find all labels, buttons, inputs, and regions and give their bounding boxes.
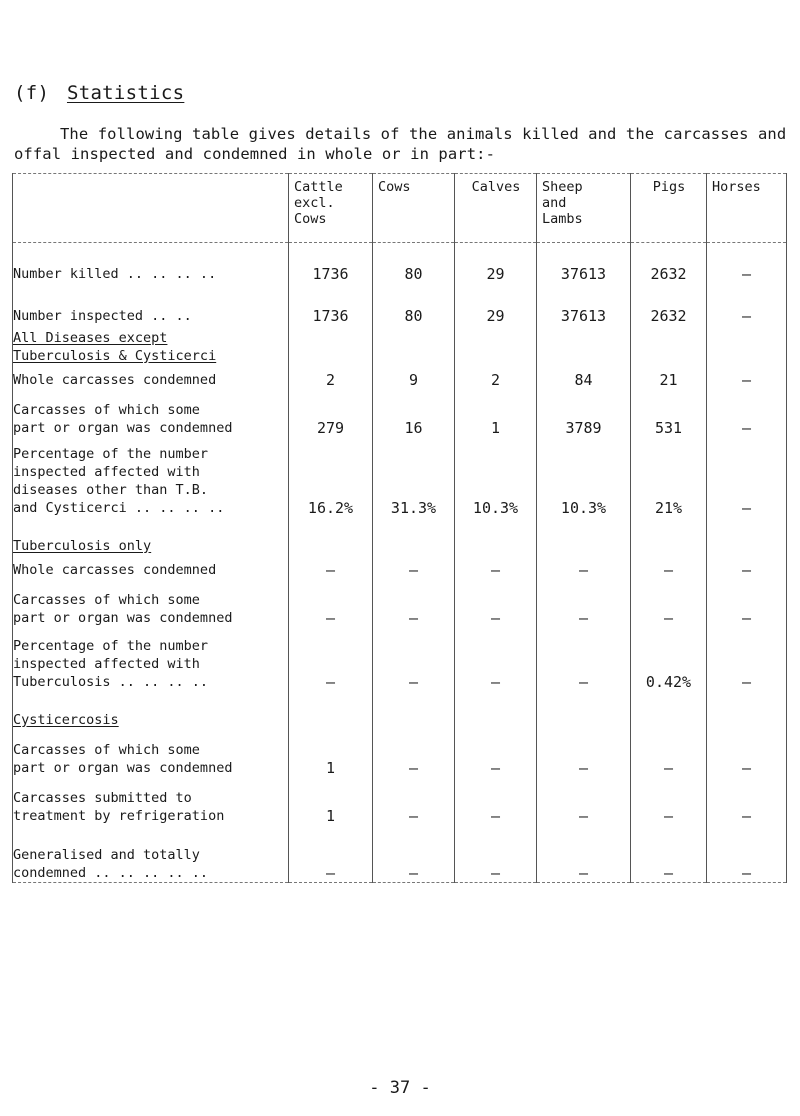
cell-pigs: 21 (631, 365, 707, 389)
cell-calves: 1 (455, 389, 537, 437)
cell-calves: – (455, 627, 537, 691)
cell-pigs: 0.42% (631, 627, 707, 691)
row-label-line: Tuberculosis & Cysticerci (13, 347, 217, 364)
row-label-line: Carcasses of which some (13, 591, 200, 608)
column-header-line: Pigs (652, 179, 686, 195)
row-label (13, 243, 289, 283)
cell-calves: – (455, 579, 537, 627)
cell-calves: 2 (455, 365, 537, 389)
cell-pigs: 21% (631, 437, 707, 517)
row-label-line: inspected affected with (13, 655, 200, 672)
cell-cows: – (373, 555, 455, 579)
cell-calves: – (455, 825, 537, 883)
cell-cattle (289, 691, 373, 729)
row-label (13, 777, 289, 825)
table-row (13, 389, 787, 437)
row-label (13, 825, 289, 883)
cell-sheep: – (537, 825, 631, 883)
row-label-line: Whole carcasses condemned (13, 561, 217, 578)
row-label-line: Whole carcasses condemned (13, 371, 217, 388)
row-label-line: Generalised and totally (13, 847, 200, 863)
cell-calves (455, 325, 537, 365)
cell-pigs: 2632 (631, 283, 707, 325)
cell-pigs: – (631, 825, 707, 883)
cell-cattle: 1 (289, 777, 373, 825)
cell-cattle: 1 (289, 729, 373, 777)
cell-cattle: 2 (289, 365, 373, 389)
section-label (13, 691, 289, 729)
cell-cows: 80 (373, 283, 455, 325)
cell-cattle: – (289, 555, 373, 579)
row-label (13, 365, 289, 389)
cell-calves: 29 (455, 283, 537, 325)
table-body (13, 243, 787, 883)
cell-cows: 16 (373, 389, 455, 437)
statistics-table (12, 173, 787, 883)
cell-horses: – (707, 437, 787, 517)
cell-cows: – (373, 825, 455, 883)
cell-pigs (631, 325, 707, 365)
column-header-line: Cows (378, 179, 411, 195)
cell-calves: – (455, 777, 537, 825)
cell-horses: – (707, 389, 787, 437)
cell-cattle: 1736 (289, 283, 373, 325)
cell-pigs (631, 517, 707, 555)
header-label-cell (13, 174, 289, 243)
cell-sheep: – (537, 777, 631, 825)
cell-sheep: 37613 (537, 283, 631, 325)
cell-sheep: – (537, 555, 631, 579)
cell-sheep: – (537, 579, 631, 627)
cell-calves (455, 517, 537, 555)
table-row (13, 365, 787, 389)
column-header-horses (707, 174, 787, 243)
cell-sheep (537, 691, 631, 729)
row-label-line: All Diseases except (13, 329, 168, 346)
cell-cows: 80 (373, 243, 455, 283)
cell-calves: – (455, 555, 537, 579)
cell-pigs (631, 691, 707, 729)
cell-sheep (537, 517, 631, 555)
cell-pigs: – (631, 777, 707, 825)
row-label-line: inspected affected with (13, 463, 200, 480)
row-label-line: condemned .. .. .. .. .. (13, 865, 209, 881)
row-label (13, 555, 289, 579)
table-row (13, 729, 787, 777)
row-label-line: Carcasses of which some (13, 741, 200, 758)
table-row (13, 777, 787, 825)
cell-calves: 29 (455, 243, 537, 283)
cell-horses (707, 325, 787, 365)
row-label-line: treatment by refrigeration (13, 807, 225, 824)
cell-pigs: – (631, 555, 707, 579)
cell-horses: – (707, 729, 787, 777)
column-header-calves (455, 174, 537, 243)
table-section-row (13, 325, 787, 365)
row-label (13, 389, 289, 437)
section-number: (f) (14, 82, 50, 104)
cell-cows: – (373, 627, 455, 691)
row-label (13, 579, 289, 627)
cell-pigs: – (631, 729, 707, 777)
row-label-line: part or organ was condemned (13, 609, 233, 626)
cell-cows: – (373, 777, 455, 825)
cell-cattle (289, 325, 373, 365)
cell-horses: – (707, 777, 787, 825)
row-label-line: Percentage of the number (13, 445, 209, 462)
cell-horses: – (707, 555, 787, 579)
section-heading (14, 82, 184, 104)
table-row (13, 283, 787, 325)
column-header-line: Lambs (542, 211, 583, 227)
cell-horses: – (707, 365, 787, 389)
column-header-line: Cattle (294, 179, 343, 195)
row-label-line: Number killed .. .. .. .. (13, 265, 217, 282)
cell-sheep: 3789 (537, 389, 631, 437)
section-title: Statistics (66, 82, 185, 104)
cell-cows (373, 517, 455, 555)
column-header-line: Horses (712, 179, 761, 195)
row-label-line: Cysticercosis (13, 711, 119, 728)
cell-cows (373, 325, 455, 365)
table-row (13, 579, 787, 627)
cell-pigs: 2632 (631, 243, 707, 283)
row-label-line: part or organ was condemned (13, 419, 233, 436)
cell-cattle: – (289, 579, 373, 627)
table-section-row (13, 517, 787, 555)
cell-pigs: 531 (631, 389, 707, 437)
column-header-cattle (289, 174, 373, 243)
column-header-line: Sheep (542, 179, 583, 195)
table-header-row (13, 174, 787, 243)
row-label (13, 283, 289, 325)
row-label-line: Carcasses of which some (13, 401, 200, 418)
cell-calves (455, 691, 537, 729)
cell-cattle: – (289, 825, 373, 883)
cell-horses: – (707, 627, 787, 691)
cell-cattle: 1736 (289, 243, 373, 283)
row-label-line: Number inspected .. .. (13, 307, 192, 324)
cell-horses: – (707, 825, 787, 883)
cell-cattle: – (289, 627, 373, 691)
cell-cows: 9 (373, 365, 455, 389)
cell-cows (373, 691, 455, 729)
column-header-sheep (537, 174, 631, 243)
table-row (13, 555, 787, 579)
row-label (13, 627, 289, 691)
row-label (13, 729, 289, 777)
row-label-line: part or organ was condemned (13, 759, 233, 776)
cell-sheep: – (537, 627, 631, 691)
cell-pigs: – (631, 579, 707, 627)
column-header-line: Calves (471, 179, 521, 195)
page-number: - 37 - (369, 1078, 431, 1098)
table-row (13, 243, 787, 283)
cell-cows: 31.3% (373, 437, 455, 517)
intro-paragraph (14, 124, 794, 164)
cell-horses: – (707, 579, 787, 627)
table-row (13, 825, 787, 883)
column-header-line: and (542, 195, 567, 211)
row-label-line: diseases other than T.B. (13, 481, 209, 498)
cell-sheep (537, 325, 631, 365)
row-label-line: and Cysticerci .. .. .. .. (13, 499, 225, 516)
table-row (13, 437, 787, 517)
cell-cows: – (373, 579, 455, 627)
row-label-line: Tuberculosis only (13, 537, 152, 554)
column-header-line: excl. (294, 195, 335, 211)
row-label (13, 437, 289, 517)
cell-cattle (289, 517, 373, 555)
column-header-cows (373, 174, 455, 243)
cell-horses: – (707, 283, 787, 325)
intro-text: The following table gives details of the animals killed and the carcasses and offal inspected and condemned in whole or in part:- (14, 125, 787, 163)
cell-sheep: 37613 (537, 243, 631, 283)
cell-sheep: 84 (537, 365, 631, 389)
row-label-line: Percentage of the number (13, 637, 209, 654)
column-header-line: Cows (294, 211, 327, 227)
cell-sheep: 10.3% (537, 437, 631, 517)
cell-calves: – (455, 729, 537, 777)
section-label (13, 517, 289, 555)
column-header-pigs (631, 174, 707, 243)
cell-horses (707, 691, 787, 729)
cell-cattle: 279 (289, 389, 373, 437)
cell-horses: – (707, 243, 787, 283)
cell-calves: 10.3% (455, 437, 537, 517)
table-section-row (13, 691, 787, 729)
section-label (13, 325, 289, 365)
cell-cows: – (373, 729, 455, 777)
cell-horses (707, 517, 787, 555)
row-label-line: Tuberculosis .. .. .. .. (13, 673, 209, 690)
table-row (13, 627, 787, 691)
cell-sheep: – (537, 729, 631, 777)
cell-cattle: 16.2% (289, 437, 373, 517)
row-label-line: Carcasses submitted to (13, 789, 192, 806)
